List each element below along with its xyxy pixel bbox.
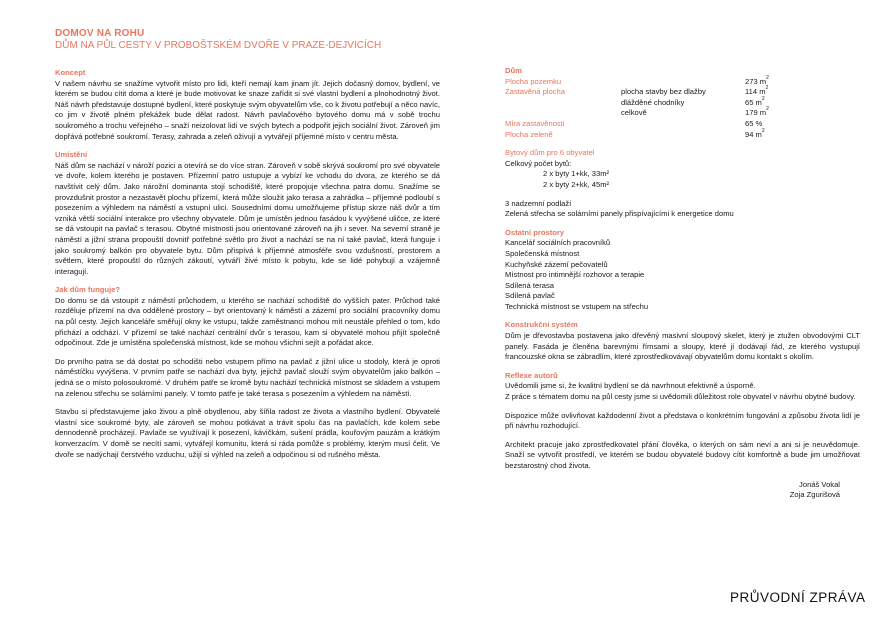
section-fungovani bbox=[55, 285, 440, 460]
section-paragraph: Uvědomili jsme si, že kvalitní bydlení se dá navrhnout efektivně a úsporně. bbox=[505, 381, 756, 391]
area-sublabel: celkově bbox=[621, 108, 647, 118]
apartment-item: 2 x byty 2+kk, 45m² bbox=[543, 179, 610, 189]
section-paragraph: Do domu se dá vstoupit z náměstí průchodem, u kterého se nachází schodiště do vyšších pater. Průchod také rozděluje přízemí na dva oddělené prostory – byt orientovaný k náměstí a zázemí pro sociální pracovníky domu na půl cesty. Jejich kanceláře směřují okny ke vstupu, takže zaměstnanci mohou mít neustále přehled o tom, kdo přichází a odchází. V přízemí se také nachází centrální dvůr s terasou, kam si obyvatelé mohou přijít společně odpočinout. Zde je umístěna společenská místnost, kde se mohou všichni sejít a pořádat akce. bbox=[55, 295, 440, 348]
section-text: Dům je dřevostavba postavena jako dřevěný masivní sloupový skelet, který je ztužen obvodovými CLT panely. Fasáda je členěna barevnými římsami a sloupy, které jí dodávají řád, ze kterého vystupují francouzské okna se zábradlím, které zprostředkovávají obyvatelům domu kontakt s okolím. bbox=[505, 331, 860, 362]
area-value: 65 $m^2$ bbox=[745, 95, 765, 107]
section-reflexe bbox=[505, 371, 860, 472]
section-heading: Ostatní prostory bbox=[505, 227, 565, 237]
space-item: Společenská místnost bbox=[505, 248, 580, 258]
section-heading: Dům bbox=[505, 66, 522, 75]
area-row bbox=[505, 87, 860, 98]
area-label: Zastavěná plocha bbox=[505, 87, 565, 97]
section-umisteni bbox=[55, 150, 440, 277]
area-sublabel: plocha stavby bez dlažby bbox=[621, 87, 706, 97]
section-heading: Reflexe autorů bbox=[505, 370, 558, 380]
section-byty bbox=[505, 148, 860, 220]
area-row bbox=[505, 108, 860, 119]
section-paragraph: Do prvního patra se dá dostat po schodišti nebo vstupem přímo na pavlač z jižní ulice u stodoly, která je oproti náměstíčku vyvýšena. V prvním patře se nachází dva byty, jejichž pavlač slouží svým obyvatelům jako balkón – jedná se o místo polosoukromé. V druhém patře se kromě bytu nachází technická místnost se skladem a vstupem na zelenou střechu se solárními panely. V tomto patře je také terasa s posezením a výhledem na náměstí. bbox=[55, 356, 440, 398]
section-paragraph: Stavbu si představujeme jako živou a plně obydlenou, aby šířila radost ze života a vlastního bydlení. Obyvatelé vlastní sice soukromé byty, ale zároveň se mohou potkávat a trávit spolu čas na pavlačích, kde kolem sebe dennodenně procházejí. Pavlače se využívají k posezení, kávičkám, sušení prádla, kouřovým pauzám a krátkým konverzacím. V domě se necítí sami, vytvářejí komunitu, která si ráda pomůže s problémy, kterým musí čelit. Ve dvoře se nadýchají čerstvého vzduchu, užijí si výhled na zeleň a odpočinou si od rušného města. bbox=[55, 407, 440, 459]
section-text: Náš dům se nachází v nároží pozici a otevírá se do více stran. Zároveň v sobě skrývá soukromí pro své obyvatele ve dvoře, kolem kterého je postaven. Přízemní patro ustupuje a vybízí ke vchodu do dvora, ze kterého se dá navštívit celý dům. Jako nárožní dominanta stojí schodiště, které propojuje všechna patra domu. Snažíme se provzdušnit prostor a nezastavět plochu přízemí, která může sloužit jako terasa a zahrádka – příjemné podloubí s posezením a výhledem na náměstí a vstupní ulici. Sousedními domu umožňujeme přístup skrze náš dvůr a tím vzniká větší sociální interakce pro všechny obyvatele. Dům je umístěn jednou fasádou k vyvýšené uličce, ze které se dá vstoupit na pavlač s terasou. Obytné místnosti jsou orientované zároveň na jih i sever. Na severní straně je náměstí a jižní strana propouští dovnitř potřebné světlo pro život a nachází se na ní také pavlač, která funguje i jako soukromý balkón pro obyvatele bytu. Dům přispívá k příjemné atmosféře svou vzdušností, prostorem a světlem, které propouští do různých zákoutí, vytváří živé místo k pobytu, kde se lidé pohybují a vzájemně interagují. bbox=[55, 160, 440, 276]
author-name: Jonáš Vokal bbox=[799, 479, 840, 489]
area-value: 94 $m^2$ bbox=[745, 127, 765, 139]
section-heading: Koncept bbox=[55, 68, 86, 77]
area-value: 65 % bbox=[745, 118, 763, 128]
area-value: 273 $m^2$ bbox=[745, 74, 769, 86]
section-heading: Jak dům funguje? bbox=[55, 285, 120, 295]
left-column bbox=[55, 68, 440, 468]
authors bbox=[505, 480, 860, 501]
floors-text: 3 nadzemní podlaží bbox=[505, 198, 572, 208]
area-row bbox=[505, 119, 860, 130]
section-paragraph: Dispozice může ovlivňovat každodenní život a představa o konkrétním fungování a způsobu života lidí je při návrhu rozhodující. bbox=[505, 410, 860, 431]
section-konstrukce bbox=[505, 320, 860, 362]
section-prostory bbox=[505, 228, 860, 313]
space-item: Kancelář sociálních pracovníků bbox=[505, 238, 611, 248]
section-text: V našem návrhu se snažíme vytvořit místo pro lidi, kteří nemají kam jinam jít. Jejich dočasný domov, bydlení, ve kterém se budou cítit doma a které je bude motivovat ke snaze zařídit si své vlastní bydlení a plnohodnotný život. Náš návrh představuje dostupné bydlení, které poskytuje svým obyvatelům vše, co k životu potřebují a něco navíc, co jim v životě plném překážek bude dělat radost. Návrh pavlačového bytového domu má v sobě trochu soukromého a trochu veřejného – snaží neizolovat lidi ve svých bytech a podpořit jejich sociální život. Zároveň jim dopřává potřebné soukromí. Terasy, zahrada a zeleň oživují a vytvářejí příjemné místo v centru města. bbox=[55, 78, 440, 141]
area-label: Míra zastavěnosti bbox=[505, 118, 565, 128]
right-column bbox=[505, 66, 860, 501]
area-row bbox=[505, 74, 860, 88]
section-heading: Bytový dům pro 6 obyvatel bbox=[505, 148, 595, 158]
space-item: Sdílená terasa bbox=[505, 280, 554, 290]
document-header bbox=[55, 28, 381, 52]
area-label: Plocha pozemku bbox=[505, 76, 562, 86]
space-item: Kuchyňské zázemí pečovatelů bbox=[505, 259, 608, 269]
section-dum bbox=[505, 66, 860, 140]
area-sublabel: dlážděné chodníky bbox=[621, 97, 685, 107]
space-item: Technická místnost se vstupem na střechu bbox=[505, 301, 649, 311]
project-title: DOMOV NA ROHU bbox=[55, 28, 145, 39]
section-paragraph: Z práce s tématem domu na půl cesty jsme si uvědomili důležitost role obyvatel v návrhu obytné budovy. bbox=[505, 392, 856, 402]
roof-text: Zelená střecha se solárními panely přispívajícími k energetice domu bbox=[505, 209, 734, 219]
section-heading: Konstrukční systém bbox=[505, 320, 578, 330]
author-name: Zoja Zgurišová bbox=[789, 490, 840, 500]
area-row bbox=[505, 127, 860, 141]
section-heading: Umístění bbox=[55, 150, 88, 160]
space-item: Sdílená pavlač bbox=[505, 291, 555, 301]
project-subtitle: DŮM NA PŮL CESTY V PROBOŠTSKÉM DVOŘE V PRAZE-DEJVICÍCH bbox=[55, 40, 382, 51]
apartment-count-label: Celkový počet bytů: bbox=[505, 158, 572, 168]
apartment-item: 2 x byty 1+kk, 33m² bbox=[543, 169, 610, 179]
section-paragraph: Architekt pracuje jako zprostředkovatel přání člověka, o kterých on sám neví a ani si je neuvědomuje. Snaží se vytvořit prostředí, ve kterém se budou obyvatelé budovy cítit komfortně a bude jim umožňovat bezstarostný chod života. bbox=[505, 439, 860, 470]
area-value: 114 $m^2$ bbox=[745, 85, 769, 97]
section-koncept bbox=[55, 68, 440, 142]
area-label: Plocha zeleně bbox=[505, 129, 553, 139]
report-title: PRŮVODNÍ ZPRÁVA bbox=[730, 590, 866, 605]
space-item: Místnost pro intimnější rozhovor a terapie bbox=[505, 270, 645, 280]
area-value: 179 $m^2$ bbox=[745, 106, 769, 118]
area-row bbox=[505, 95, 860, 109]
